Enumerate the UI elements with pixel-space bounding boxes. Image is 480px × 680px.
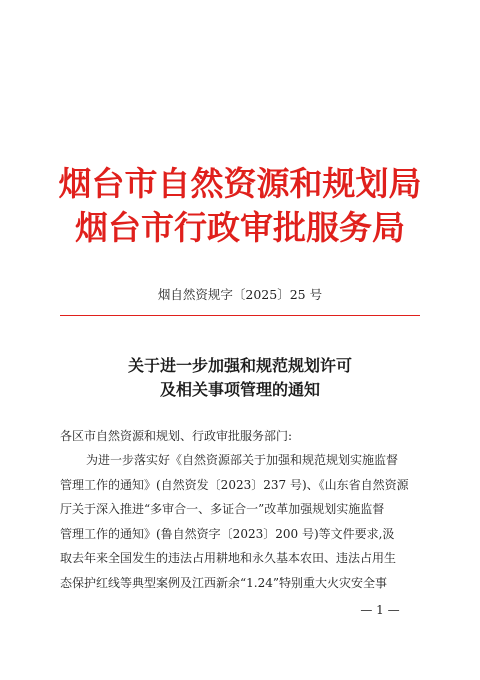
- document-title-line-2: 及相关事项管理的通知: [159, 380, 320, 399]
- body-line: 管理工作的通知》(自然资发〔2023〕237 号)、《山东省自然资源: [60, 477, 409, 492]
- page-number: — 1 —: [360, 603, 400, 617]
- issuer-header-line-1: 烟台市自然资源和规划局: [58, 164, 422, 203]
- body-line: 态保护红线等典型案例及江西新余“1.24”特别重大火灾安全事: [60, 575, 387, 590]
- body-line: 厅关于深入推进“多审合一、多证合一”改革加强规划实施监督: [60, 502, 385, 516]
- body-line: 管理工作的通知》(鲁自然资字〔2023〕200 号)等文件要求,汲: [60, 526, 395, 541]
- body-paragraph: [60, 448, 422, 595]
- document-title-line-1: 关于进一步加强和规范规划许可: [127, 356, 352, 375]
- document-number: 烟自然资规字〔2025〕25 号: [157, 287, 323, 302]
- issuer-header-line-2: 烟台市行政审批服务局: [75, 208, 405, 247]
- red-separator-line: [60, 315, 420, 316]
- body-line: 为进一步落实好《自然资源部关于加强和规范规划实施监督: [86, 453, 399, 467]
- body-line: 取去年来全国发生的违法占用耕地和永久基本农田、违法占用生: [60, 551, 397, 565]
- salutation: 各区市自然资源和规划、行政审批服务部门:: [60, 429, 293, 443]
